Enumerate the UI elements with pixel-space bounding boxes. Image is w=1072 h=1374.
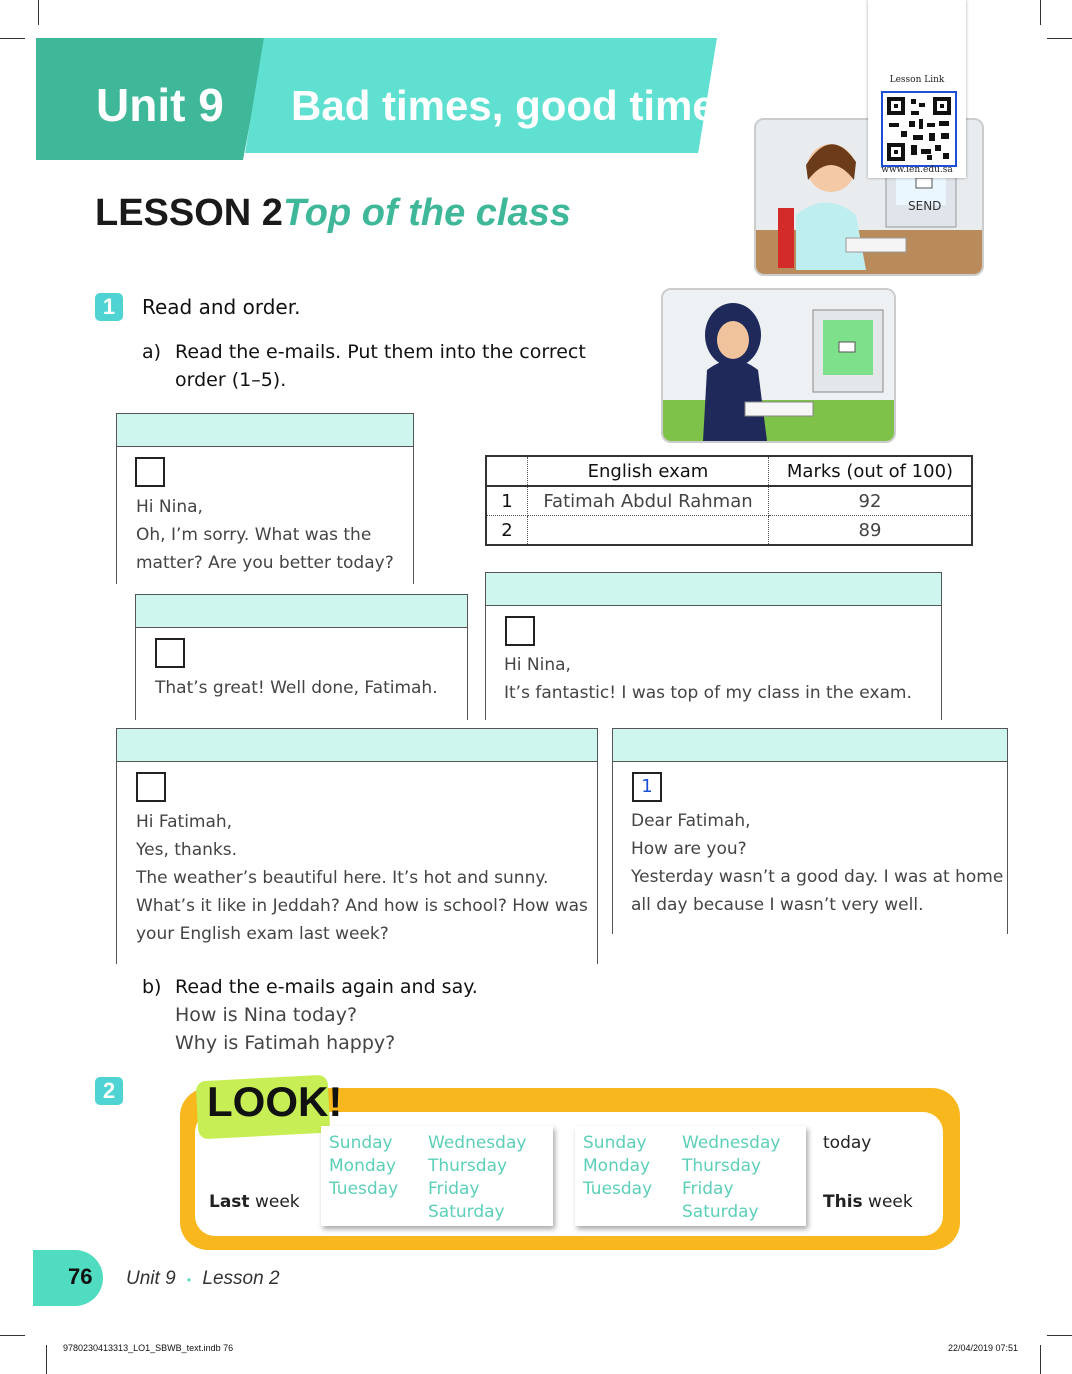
footer-separator: •	[186, 1273, 192, 1287]
crop-mark	[38, 0, 39, 25]
last-week-label	[209, 1192, 300, 1212]
unit-title: Bad times, good times	[291, 82, 740, 129]
day-item: Wednesday	[682, 1133, 781, 1153]
day-item: Thursday	[682, 1156, 762, 1176]
lesson-title: Top of the class	[283, 192, 571, 234]
part-a-line1: Read the e-mails. Put them into the correct	[175, 341, 586, 363]
email-text	[631, 807, 1003, 919]
lesson-number: LESSON 2	[95, 192, 283, 234]
page-number: 76	[68, 1264, 93, 1289]
crop-mark	[1040, 1345, 1041, 1374]
email-line: Yes, thanks.	[136, 840, 237, 860]
order-box[interactable]	[136, 772, 166, 802]
unit-label: Unit 9	[96, 79, 224, 131]
table-cell[interactable]	[528, 516, 769, 546]
table-cell: 92	[769, 486, 973, 516]
crop-mark	[0, 1335, 25, 1336]
part-a-line2: order (1–5).	[175, 369, 287, 391]
look-label: LOOK!	[207, 1078, 343, 1125]
crop-mark	[1047, 38, 1072, 39]
email-card	[612, 728, 1008, 934]
days-column	[682, 1132, 780, 1224]
fatimah-computer-picture	[661, 288, 896, 443]
day-item: Sunday	[583, 1133, 647, 1153]
section-1-instruction: Read and order.	[142, 295, 301, 319]
order-box[interactable]	[135, 457, 165, 487]
part-b-question: How is Nina today?	[175, 1004, 358, 1026]
day-item: Wednesday	[428, 1133, 527, 1153]
email-line: It’s fantastic! I was top of my class in the exam.	[504, 683, 912, 703]
crop-mark	[0, 38, 25, 39]
section-1-badge: 1	[95, 293, 123, 321]
day-item: Saturday	[428, 1202, 505, 1222]
days-column	[583, 1132, 652, 1201]
email-line: Yesterday wasn’t a good day. I was at home	[631, 867, 1004, 887]
part-b-instruction: Read the e-mails again and say.	[175, 976, 478, 998]
last-word: Last	[209, 1192, 250, 1212]
email-text	[504, 651, 912, 707]
week-word: week	[862, 1192, 913, 1212]
today-label: today	[823, 1133, 872, 1153]
qr-code-icon[interactable]	[881, 91, 957, 167]
email-header	[136, 595, 467, 628]
table-row	[486, 486, 972, 516]
part-b-label: b)	[142, 976, 162, 998]
table-cell: 1	[486, 486, 528, 516]
week-word: week	[249, 1192, 300, 1212]
crop-mark	[46, 1345, 47, 1374]
day-item: Sunday	[329, 1133, 393, 1153]
day-item: Saturday	[682, 1202, 759, 1222]
email-line: Oh, I’m sorry. What was the	[136, 525, 372, 545]
email-line: The weather’s beautiful here. It’s hot and sunny.	[136, 868, 549, 888]
email-line: Hi Fatimah,	[136, 812, 233, 832]
email-card	[485, 572, 942, 720]
email-card	[135, 594, 468, 720]
this-week-label	[823, 1192, 913, 1212]
email-line: your English exam last week?	[136, 924, 389, 944]
email-line: How are you?	[631, 839, 747, 859]
email-line: matter? Are you better today?	[136, 553, 394, 573]
order-box[interactable]: 1	[632, 772, 662, 802]
email-line: all day because I wasn’t very well.	[631, 895, 924, 915]
qr-label: Lesson Link	[889, 75, 945, 85]
table-cell: 89	[769, 516, 973, 546]
table-header-cell	[486, 456, 528, 486]
part-b-question: Why is Fatimah happy?	[175, 1032, 396, 1054]
email-header	[117, 414, 413, 447]
send-label: SEND	[908, 199, 942, 213]
table-header-cell: Marks (out of 100)	[769, 456, 973, 486]
email-text	[136, 493, 394, 577]
email-card	[116, 413, 414, 584]
email-text	[155, 674, 438, 702]
email-line: What’s it like in Jeddah? And how is school? How was	[136, 896, 588, 916]
email-card	[116, 728, 598, 964]
days-card-last-week	[321, 1126, 553, 1226]
days-column	[329, 1132, 398, 1201]
day-item: Friday	[428, 1179, 480, 1199]
email-line: Hi Nina,	[136, 497, 203, 517]
day-item: Thursday	[428, 1156, 508, 1176]
print-slug-right: 22/04/2019 07:51	[948, 1343, 1019, 1353]
day-item: Friday	[682, 1179, 734, 1199]
crop-mark	[1040, 0, 1041, 25]
order-box[interactable]	[155, 638, 185, 668]
qr-url: www.ien.edu.sa	[881, 165, 953, 175]
table-row	[486, 516, 972, 546]
table-cell: 2	[486, 516, 528, 546]
table-cell: Fatimah Abdul Rahman	[528, 486, 769, 516]
email-line: That’s great! Well done, Fatimah.	[155, 678, 438, 698]
day-item: Monday	[329, 1156, 397, 1176]
crop-mark	[1047, 1335, 1072, 1336]
day-item: Tuesday	[583, 1179, 653, 1199]
email-line: Dear Fatimah,	[631, 811, 751, 831]
table-header-row	[486, 456, 972, 486]
section-2-badge: 2	[95, 1077, 123, 1105]
footer-lesson: Lesson 2	[202, 1268, 280, 1289]
table-header-cell: English exam	[528, 456, 769, 486]
days-column	[428, 1132, 526, 1224]
email-line: Hi Nina,	[504, 655, 571, 675]
print-slug-left: 9780230413313_LO1_SBWB_text.indb 76	[63, 1343, 234, 1353]
email-header	[117, 729, 597, 762]
email-header	[613, 729, 1007, 762]
part-a-label: a)	[142, 341, 162, 363]
email-text	[136, 808, 588, 948]
marks-table	[485, 455, 973, 546]
footer-breadcrumb	[126, 1268, 280, 1290]
email-header	[486, 573, 941, 606]
day-item: Monday	[583, 1156, 651, 1176]
days-card-this-week	[575, 1126, 806, 1226]
order-box[interactable]	[505, 616, 535, 646]
day-item: Tuesday	[329, 1179, 399, 1199]
footer-unit: Unit 9	[126, 1268, 176, 1289]
this-word: This	[823, 1192, 863, 1212]
